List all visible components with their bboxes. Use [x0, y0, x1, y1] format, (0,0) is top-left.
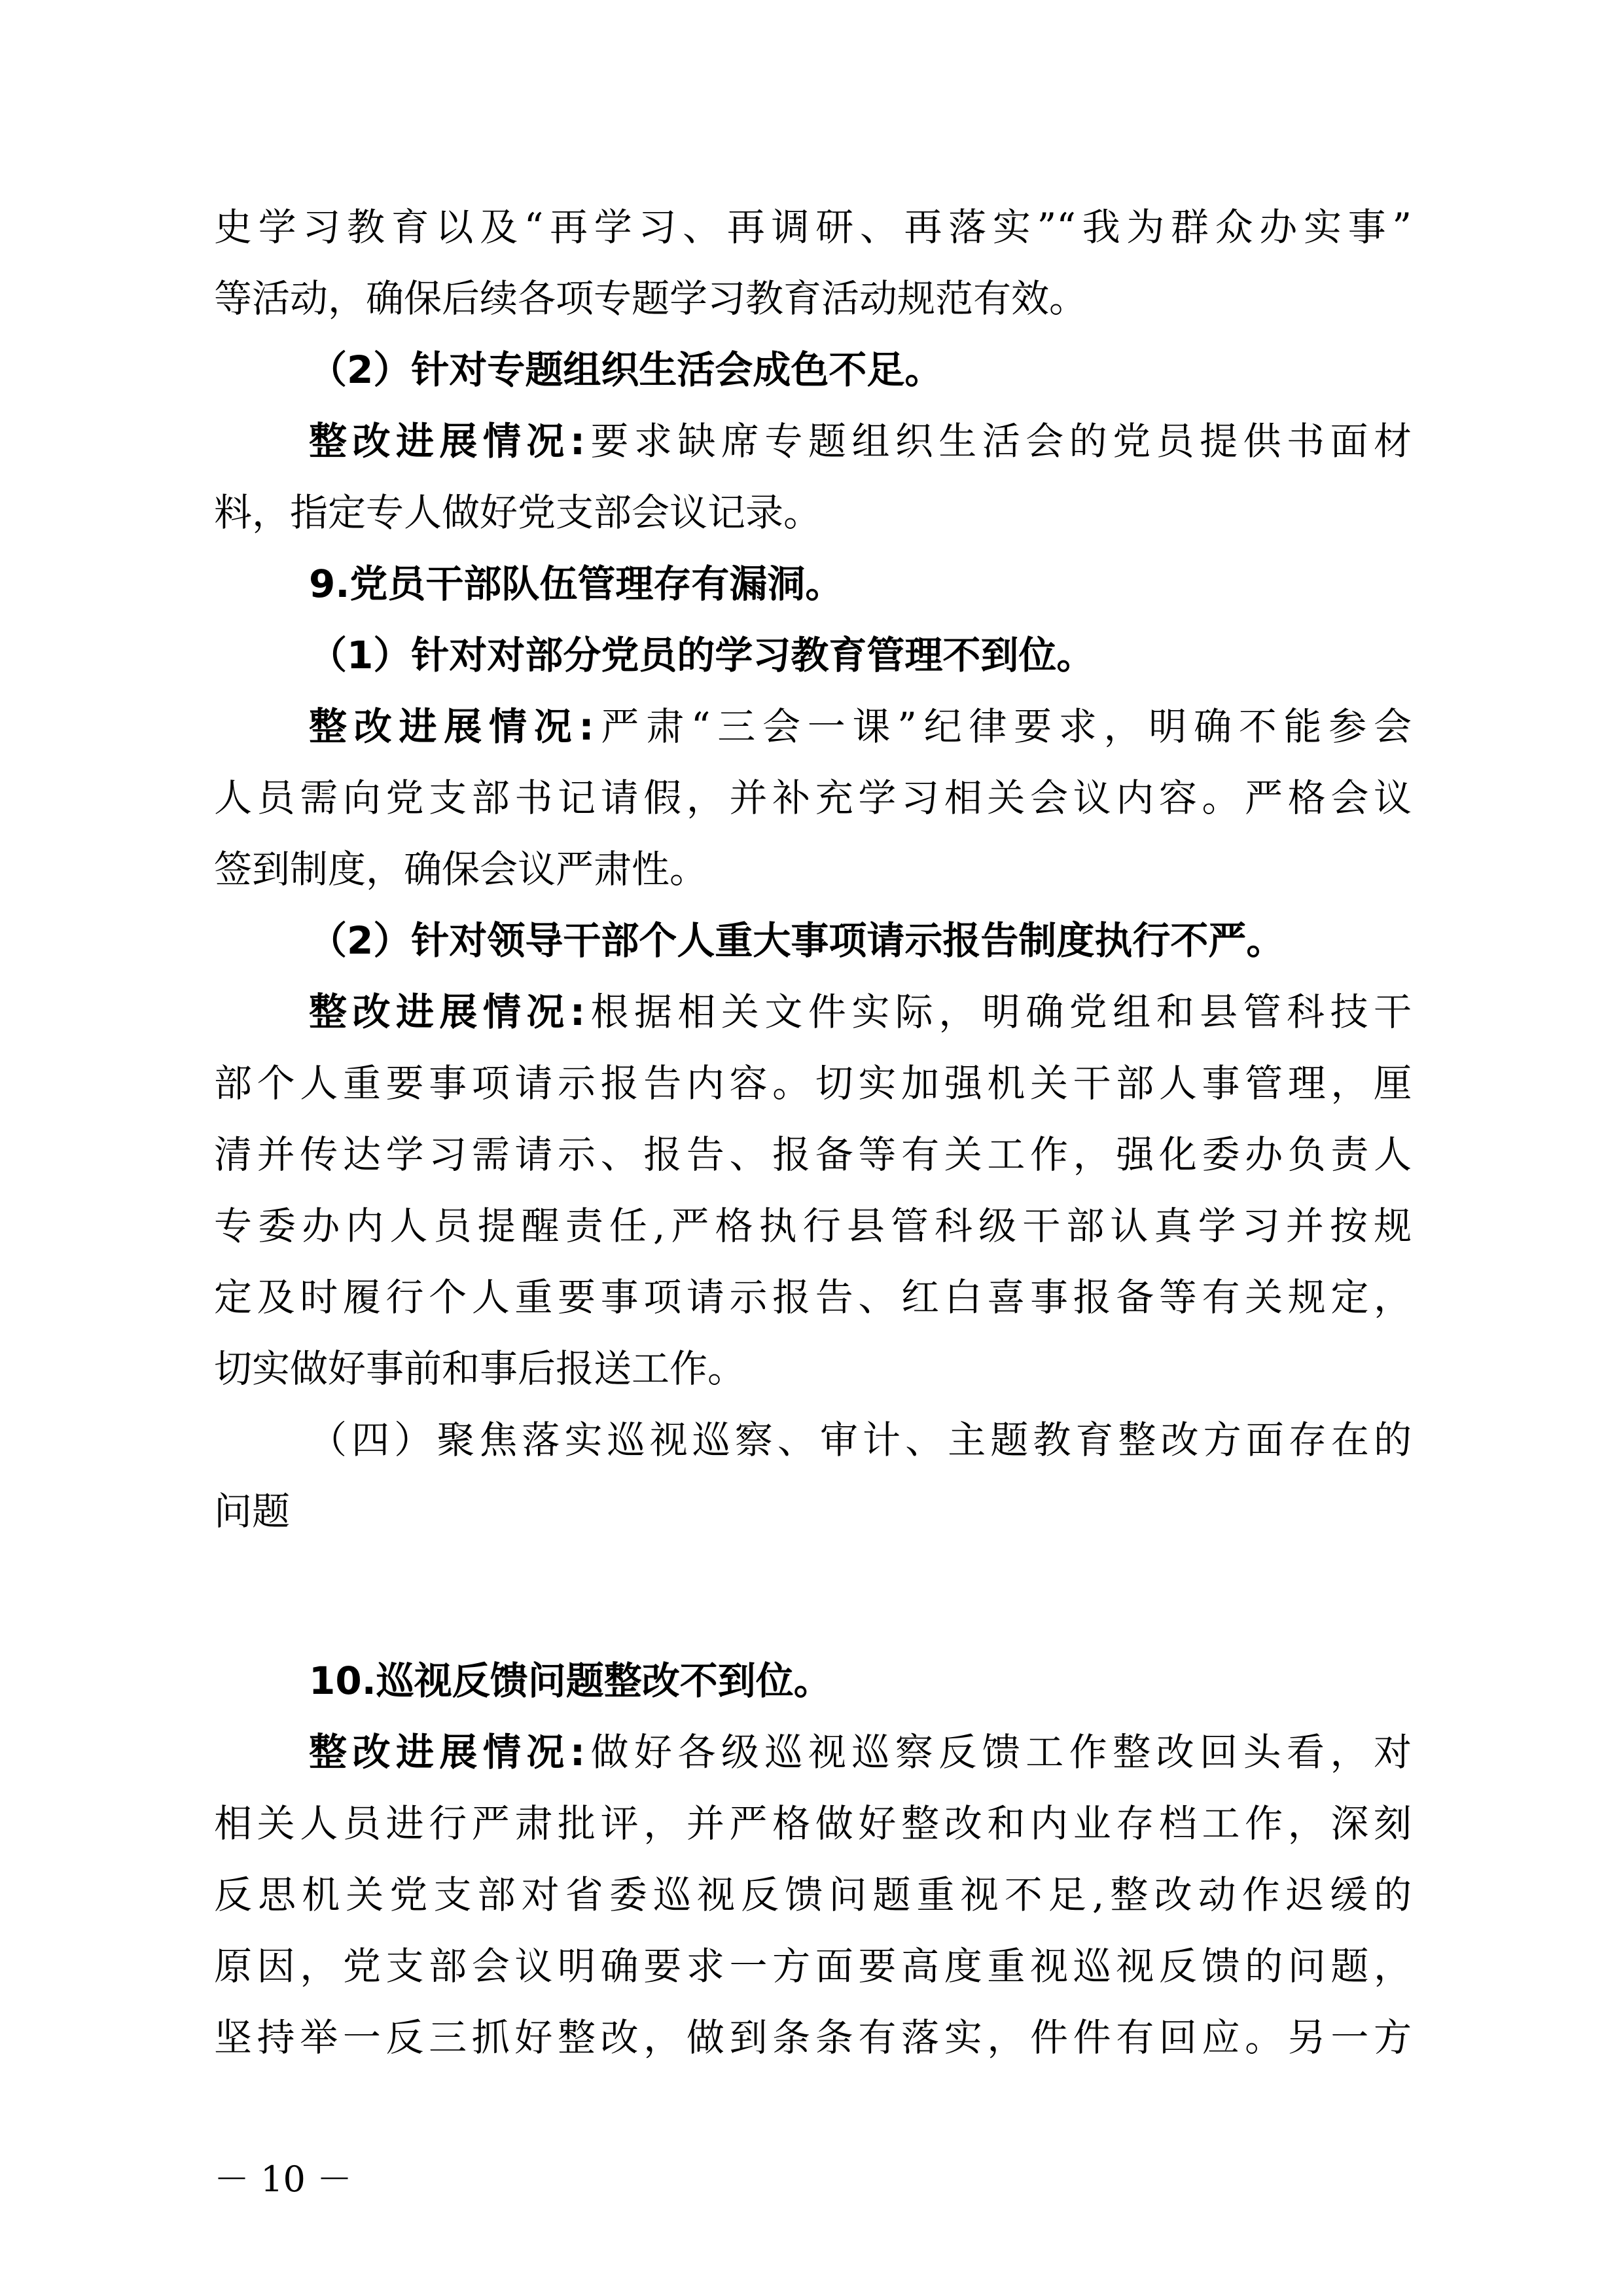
- body-line: 专委办内人员提醒责任,严格执行县管科级干部认真学习并按规: [214, 1204, 1412, 1248]
- section-heading: 10.巡视反馈问题整改不到位。: [309, 1659, 832, 1703]
- progress-text: 严肃“三会一课”纪律要求，明确不能参会: [594, 704, 1412, 749]
- body-line: 部个人重要事项请示报告内容。切实加强机关干部人事管理，厘: [214, 1061, 1412, 1105]
- section-heading-continued: 问题: [214, 1489, 291, 1534]
- progress-paragraph: [214, 977, 1412, 1048]
- body-line: 原因，党支部会议明确要求一方面要高度重视巡视反馈的问题，: [214, 1944, 1412, 1988]
- body-line: 等活动，确保后续各项专题学习教育活动规范有效。: [214, 276, 1088, 321]
- page-number: － 10 －: [214, 2159, 353, 2200]
- body-line: 签到制度，确保会议严肃性。: [214, 847, 708, 891]
- body-line: 史学习教育以及“再学习、再调研、再落实”“我为群众办实事”: [214, 205, 1412, 249]
- section-heading: （四）聚焦落实巡视巡察、审计、主题教育整改方面存在的: [309, 1418, 1412, 1462]
- progress-label: 整改进展情况:: [309, 990, 586, 1034]
- body-line: 料，指定专人做好党支部会议记录。: [214, 490, 822, 535]
- section-heading: 9.党员干部队伍管理存有漏洞。: [309, 562, 844, 606]
- progress-label: 整改进展情况:: [309, 419, 586, 463]
- body-line: 反思机关党支部对省委巡视反馈问题重视不足,整改动作迟缓的: [214, 1873, 1412, 1917]
- body-line: 相关人员进行严肃批评，并严格做好整改和内业存档工作，深刻: [214, 1801, 1412, 1846]
- body-line: 切实做好事前和事后报送工作。: [214, 1346, 746, 1391]
- progress-text: 根据相关文件实际，明确党组和县管科技干: [585, 990, 1412, 1034]
- progress-label: 整改进展情况:: [309, 704, 594, 749]
- progress-text: 要求缺席专题组织生活会的党员提供书面材: [585, 419, 1412, 463]
- document-body: [214, 192, 1412, 2073]
- progress-text: 做好各级巡视巡察反馈工作整改回头看，对: [585, 1730, 1412, 1774]
- section-gap: [214, 1547, 1412, 1645]
- body-line: 定及时履行个人重要事项请示报告、红白喜事报备等有关规定，: [214, 1275, 1412, 1319]
- subheading: （2）针对专题组织生活会成色不足。: [309, 348, 943, 392]
- body-line: 清并传达学习需请示、报告、报备等有关工作，强化委办负责人: [214, 1132, 1412, 1177]
- progress-paragraph: [214, 691, 1412, 762]
- progress-paragraph: [214, 406, 1412, 477]
- progress-label: 整改进展情况:: [309, 1730, 586, 1774]
- progress-paragraph: [214, 1717, 1412, 1788]
- subheading: （2）针对领导干部个人重大事项请示报告制度执行不严。: [309, 918, 1285, 963]
- body-line: 坚持举一反三抓好整改，做到条条有落实，件件有回应。另一方: [214, 2015, 1412, 2060]
- body-line: 人员需向党支部书记请假，并补充学习相关会议内容。严格会议: [214, 776, 1412, 820]
- subheading: （1）针对对部分党员的学习教育管理不到位。: [309, 633, 1095, 677]
